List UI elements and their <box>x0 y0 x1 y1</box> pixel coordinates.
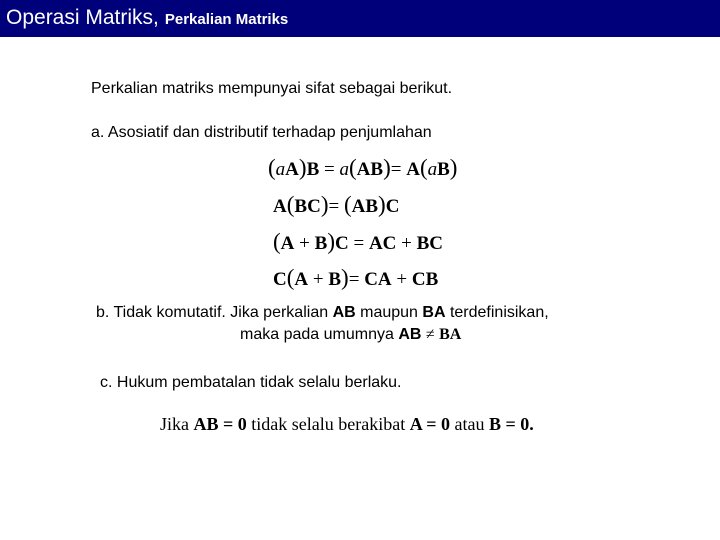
title-bar <box>0 0 720 37</box>
cancellation-statement: Jika AB = 0 tidak selalu berakibat A = 0 atau B = 0. <box>160 414 534 434</box>
point-c-text: c. Hukum pembatalan tidak selalu berlaku. <box>100 374 402 391</box>
equation-associative-scalar: (aA)B = a(AB)= A(aB) <box>268 155 458 180</box>
equation-left-distributive: C(A + B)= CA + CB <box>273 265 439 290</box>
point-b-line1: b. Tidak komutatif. Jika perkalian AB maupun BA terdefinisikan, <box>96 304 549 321</box>
page-title: Operasi Matriks, <box>6 6 159 29</box>
equation-associative: A(BC)= (AB)C <box>273 192 400 217</box>
point-b-line2: maka pada umumnya AB ≠ BA <box>240 326 462 343</box>
page-subtitle: Perkalian Matriks <box>164 11 289 28</box>
intro-text: Perkalian matriks mempunyai sifat sebagai berikut. <box>91 80 453 97</box>
point-a-text: a. Asosiatif dan distributif terhadap penjumlahan <box>91 124 432 141</box>
equation-right-distributive: (A + B)C = AC + BC <box>273 229 444 254</box>
